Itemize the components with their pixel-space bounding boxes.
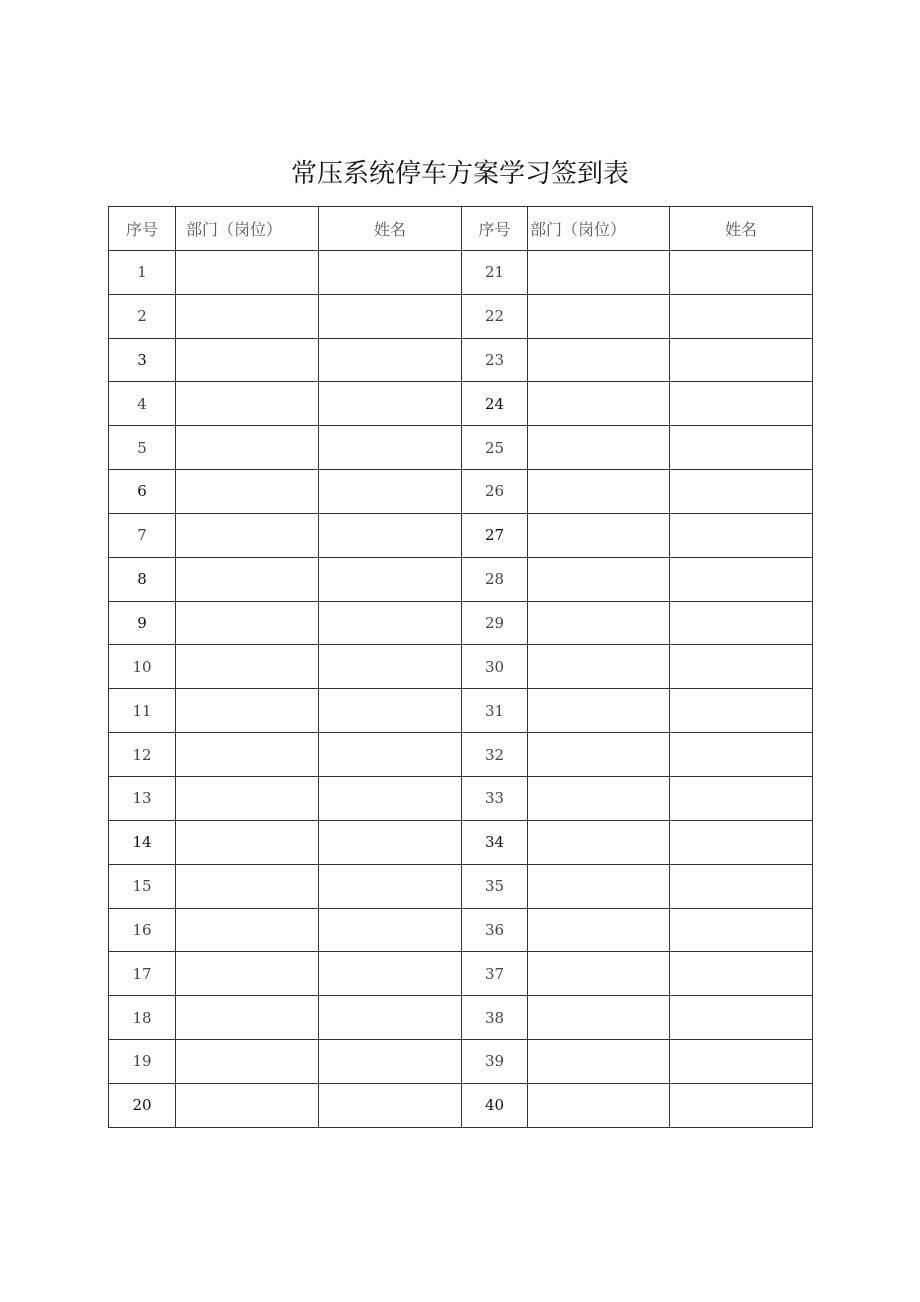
seq-cell-left: 2 — [109, 294, 176, 338]
table-row — [109, 601, 813, 645]
header-seq-left: 序号 — [109, 207, 176, 251]
seq-cell-right: 34 — [462, 820, 528, 864]
seq-cell-right: 31 — [462, 689, 528, 733]
name-cell-right[interactable] — [670, 864, 813, 908]
name-cell-left[interactable] — [319, 864, 462, 908]
dept-cell-left[interactable] — [176, 864, 319, 908]
header-seq-right: 序号 — [462, 207, 528, 251]
seq-cell-right: 36 — [462, 908, 528, 952]
header-dept-right: 部门（岗位） — [528, 207, 670, 251]
name-cell-left[interactable] — [319, 733, 462, 777]
dept-cell-left[interactable] — [176, 820, 319, 864]
name-cell-left[interactable] — [319, 645, 462, 689]
dept-cell-left[interactable] — [176, 557, 319, 601]
dept-cell-right[interactable] — [528, 776, 670, 820]
seq-cell-left: 5 — [109, 426, 176, 470]
table-row — [109, 733, 813, 777]
dept-cell-left[interactable] — [176, 645, 319, 689]
name-cell-right[interactable] — [670, 557, 813, 601]
table-body — [109, 250, 813, 1127]
seq-cell-right: 39 — [462, 1040, 528, 1084]
seq-cell-left: 6 — [109, 470, 176, 514]
table-row — [109, 689, 813, 733]
seq-cell-right: 30 — [462, 645, 528, 689]
table-row — [109, 645, 813, 689]
name-cell-right[interactable] — [670, 1083, 813, 1127]
dept-cell-right[interactable] — [528, 908, 670, 952]
name-cell-right[interactable] — [670, 294, 813, 338]
seq-cell-right: 24 — [462, 382, 528, 426]
seq-cell-left: 4 — [109, 382, 176, 426]
dept-cell-right[interactable] — [528, 864, 670, 908]
dept-cell-right[interactable] — [528, 1040, 670, 1084]
seq-cell-left: 17 — [109, 952, 176, 996]
seq-cell-left: 15 — [109, 864, 176, 908]
name-cell-left[interactable] — [319, 426, 462, 470]
seq-cell-right: 21 — [462, 250, 528, 294]
name-cell-left[interactable] — [319, 952, 462, 996]
table-row — [109, 996, 813, 1040]
table-row — [109, 820, 813, 864]
name-cell-right[interactable] — [670, 1040, 813, 1084]
page-title: 常压系统停车方案学习签到表 — [290, 159, 629, 189]
table-row — [109, 952, 813, 996]
table-header-row — [109, 207, 813, 251]
name-cell-right[interactable] — [670, 426, 813, 470]
seq-cell-left: 18 — [109, 996, 176, 1040]
dept-cell-right[interactable] — [528, 513, 670, 557]
dept-cell-left[interactable] — [176, 294, 319, 338]
name-cell-left[interactable] — [319, 557, 462, 601]
dept-cell-right[interactable] — [528, 689, 670, 733]
dept-cell-left[interactable] — [176, 426, 319, 470]
name-cell-right[interactable] — [670, 733, 813, 777]
table-row — [109, 338, 813, 382]
seq-cell-left: 1 — [109, 250, 176, 294]
seq-cell-left: 3 — [109, 338, 176, 382]
name-cell-right[interactable] — [670, 382, 813, 426]
name-cell-left[interactable] — [319, 689, 462, 733]
name-cell-left[interactable] — [319, 470, 462, 514]
name-cell-left[interactable] — [319, 338, 462, 382]
name-cell-right[interactable] — [670, 689, 813, 733]
dept-cell-left[interactable] — [176, 733, 319, 777]
name-cell-right[interactable] — [670, 250, 813, 294]
header-name-left: 姓名 — [319, 207, 462, 251]
dept-cell-left[interactable] — [176, 908, 319, 952]
seq-cell-left: 13 — [109, 776, 176, 820]
seq-cell-right: 35 — [462, 864, 528, 908]
dept-cell-left[interactable] — [176, 338, 319, 382]
name-cell-left[interactable] — [319, 513, 462, 557]
dept-cell-left[interactable] — [176, 382, 319, 426]
dept-cell-left[interactable] — [176, 1040, 319, 1084]
dept-cell-left[interactable] — [176, 250, 319, 294]
name-cell-right[interactable] — [670, 820, 813, 864]
dept-cell-right[interactable] — [528, 426, 670, 470]
dept-cell-right[interactable] — [528, 733, 670, 777]
name-cell-right[interactable] — [670, 470, 813, 514]
name-cell-left[interactable] — [319, 601, 462, 645]
table-row — [109, 513, 813, 557]
seq-cell-right: 23 — [462, 338, 528, 382]
table-row — [109, 470, 813, 514]
name-cell-right[interactable] — [670, 601, 813, 645]
dept-cell-right[interactable] — [528, 470, 670, 514]
seq-cell-right: 22 — [462, 294, 528, 338]
seq-cell-right: 29 — [462, 601, 528, 645]
seq-cell-left: 14 — [109, 820, 176, 864]
dept-cell-left[interactable] — [176, 1083, 319, 1127]
dept-cell-right[interactable] — [528, 338, 670, 382]
dept-cell-left[interactable] — [176, 470, 319, 514]
header-name-right: 姓名 — [670, 207, 813, 251]
dept-cell-right[interactable] — [528, 952, 670, 996]
signin-table — [108, 206, 813, 1128]
name-cell-right[interactable] — [670, 908, 813, 952]
dept-cell-right[interactable] — [528, 294, 670, 338]
dept-cell-left[interactable] — [176, 689, 319, 733]
table-row — [109, 426, 813, 470]
seq-cell-left: 7 — [109, 513, 176, 557]
dept-cell-left[interactable] — [176, 601, 319, 645]
dept-cell-right[interactable] — [528, 1083, 670, 1127]
name-cell-left[interactable] — [319, 908, 462, 952]
name-cell-left[interactable] — [319, 1083, 462, 1127]
header-dept-left: 部门（岗位） — [176, 207, 319, 251]
table-row — [109, 1083, 813, 1127]
seq-cell-left: 9 — [109, 601, 176, 645]
seq-cell-right: 25 — [462, 426, 528, 470]
name-cell-right[interactable] — [670, 338, 813, 382]
name-cell-right[interactable] — [670, 645, 813, 689]
name-cell-right[interactable] — [670, 996, 813, 1040]
table-row — [109, 294, 813, 338]
name-cell-left[interactable] — [319, 776, 462, 820]
name-cell-right[interactable] — [670, 513, 813, 557]
name-cell-right[interactable] — [670, 952, 813, 996]
seq-cell-left: 10 — [109, 645, 176, 689]
seq-cell-left: 8 — [109, 557, 176, 601]
table-row — [109, 908, 813, 952]
dept-cell-right[interactable] — [528, 601, 670, 645]
dept-cell-left[interactable] — [176, 776, 319, 820]
table-row — [109, 382, 813, 426]
seq-cell-right: 38 — [462, 996, 528, 1040]
name-cell-left[interactable] — [319, 1040, 462, 1084]
name-cell-left[interactable] — [319, 250, 462, 294]
seq-cell-left: 20 — [109, 1083, 176, 1127]
table-row — [109, 1040, 813, 1084]
dept-cell-right[interactable] — [528, 820, 670, 864]
name-cell-left[interactable] — [319, 996, 462, 1040]
dept-cell-left[interactable] — [176, 996, 319, 1040]
seq-cell-right: 33 — [462, 776, 528, 820]
dept-cell-left[interactable] — [176, 952, 319, 996]
seq-cell-right: 26 — [462, 470, 528, 514]
seq-cell-left: 19 — [109, 1040, 176, 1084]
table-row — [109, 250, 813, 294]
dept-cell-right[interactable] — [528, 996, 670, 1040]
table-row — [109, 864, 813, 908]
dept-cell-right[interactable] — [528, 645, 670, 689]
dept-cell-left[interactable] — [176, 513, 319, 557]
name-cell-right[interactable] — [670, 776, 813, 820]
table-row — [109, 776, 813, 820]
name-cell-left[interactable] — [319, 294, 462, 338]
seq-cell-left: 11 — [109, 689, 176, 733]
seq-cell-right: 40 — [462, 1083, 528, 1127]
seq-cell-left: 12 — [109, 733, 176, 777]
dept-cell-right[interactable] — [528, 382, 670, 426]
dept-cell-right[interactable] — [528, 250, 670, 294]
name-cell-left[interactable] — [319, 382, 462, 426]
name-cell-left[interactable] — [319, 820, 462, 864]
seq-cell-right: 28 — [462, 557, 528, 601]
seq-cell-left: 16 — [109, 908, 176, 952]
dept-cell-right[interactable] — [528, 557, 670, 601]
table-row — [109, 557, 813, 601]
seq-cell-right: 27 — [462, 513, 528, 557]
seq-cell-right: 32 — [462, 733, 528, 777]
seq-cell-right: 37 — [462, 952, 528, 996]
